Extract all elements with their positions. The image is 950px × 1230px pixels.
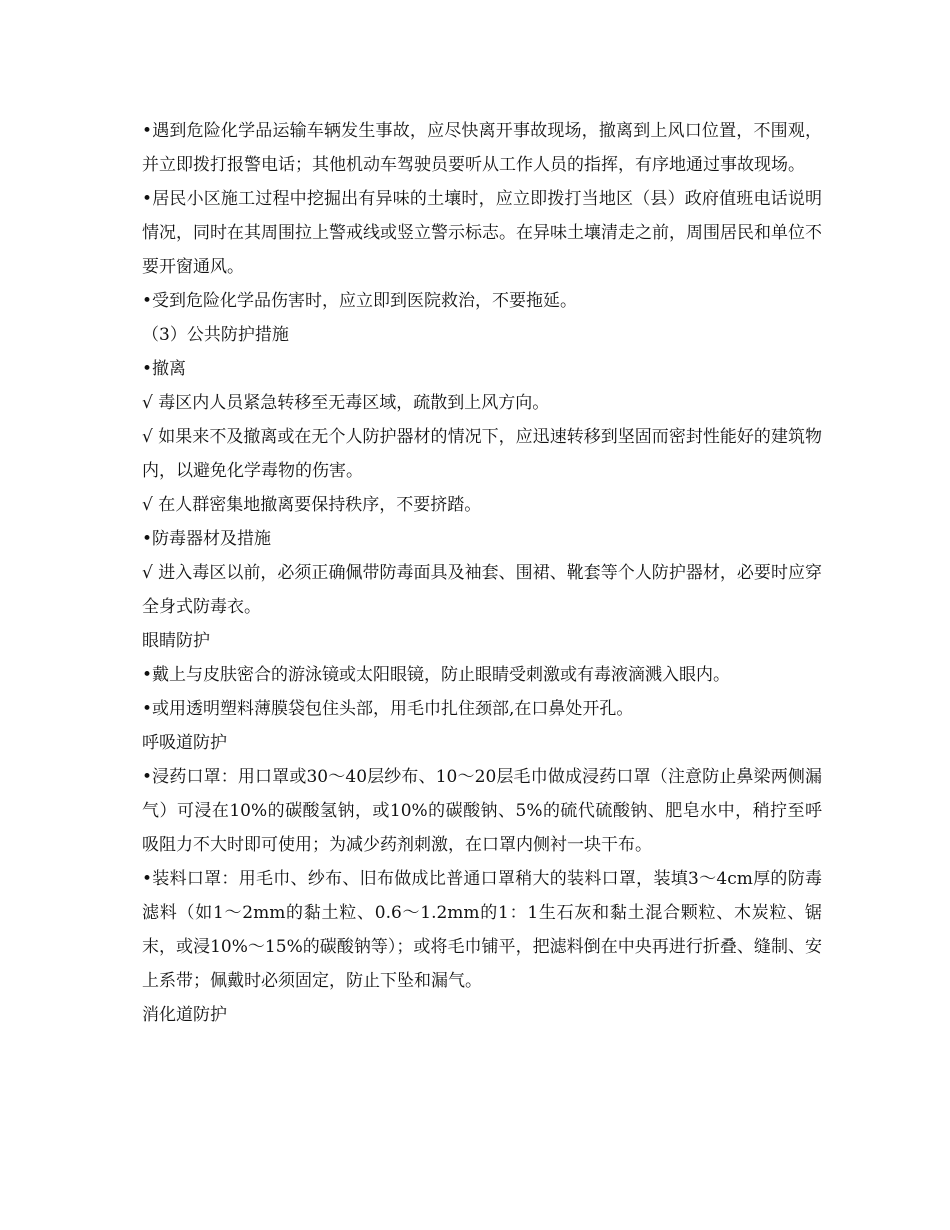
bullet-evacuation: •撤离 [142, 359, 187, 379]
section-heading-public-protection: （3）公共防护措施 [142, 325, 289, 345]
check-item-shelter-building: √ 如果来不及撤离或在无个人防护器材的情况下，应迅速转移到坚固而密封性能好的建筑物内，以避免化学毒物的伤害。 [142, 427, 822, 481]
subheading-eye-protection: 眼睛防护 [142, 631, 210, 651]
subheading-respiratory-protection: 呼吸道防护 [142, 733, 227, 753]
bullet-filter-mask: •装料口罩：用毛巾、纱布、旧布做成比普通口罩稍大的装料口罩，装填3～4cm厚的防毒滤料（如1～2mm的黏土粒、0.6～1.2mm的1：1生石灰和黏土混合颗粒、木炭粒、锯末，或浸10%～15%的碳酸钠等）；或将毛巾铺平，把滤料倒在中央再进行折叠、缝制、安上系带；佩戴时必须固定，防止下坠和漏气。 [142, 869, 822, 991]
check-item-move-upwind: √ 毒区内人员紧急转移至无毒区域，疏散到上风方向。 [142, 393, 550, 413]
check-item-keep-order: √ 在人群密集地撤离要保持秩序，不要挤踏。 [142, 495, 482, 515]
paragraph-seek-treatment: •受到危险化学品伤害时，应立即到医院救治，不要拖延。 [142, 291, 578, 311]
bullet-medicated-mask: •浸药口罩：用口罩或30～40层纱布、10～20层毛巾做成浸药口罩（注意防止鼻梁两侧漏气）可浸在10%的碳酸氢钠，或10%的碳酸钠、5%的硫代硫酸钠、肥皂水中，稍拧至呼吸阻力不大时即可使用；为减少药剂刺激，在口罩内侧衬一块干布。 [142, 767, 822, 855]
document-body [142, 114, 822, 1032]
bullet-goggles: •戴上与皮肤密合的游泳镜或太阳眼镜，防止眼睛受刺激或有毒液滴溅入眼内。 [142, 665, 731, 685]
bullet-plastic-bag: •或用透明塑料薄膜袋包住头部，用毛巾扎住颈部,在口鼻处开孔。 [142, 699, 634, 719]
bullet-protective-equipment: •防毒器材及措施 [142, 529, 272, 549]
paragraph-hazmat-vehicle-accident: •遇到危险化学品运输车辆发生事故，应尽快离开事故现场，撤离到上风口位置，不围观，并立即拨打报警电话；其他机动车驾驶员要听从工作人员的指挥，有序地通过事故现场。 [142, 121, 822, 175]
subheading-digestive-protection: 消化道防护 [142, 1005, 227, 1025]
check-item-wear-gas-mask: √ 进入毒区以前，必须正确佩带防毒面具及袖套、围裙、靴套等个人防护器材，必要时应穿全身式防毒衣。 [142, 563, 822, 617]
paragraph-odorous-soil: •居民小区施工过程中挖掘出有异味的土壤时，应立即拨打当地区（县）政府值班电话说明情况，同时在其周围拉上警戒线或竖立警示标志。在异味土壤清走之前，周围居民和单位不要开窗通风。 [142, 189, 822, 277]
